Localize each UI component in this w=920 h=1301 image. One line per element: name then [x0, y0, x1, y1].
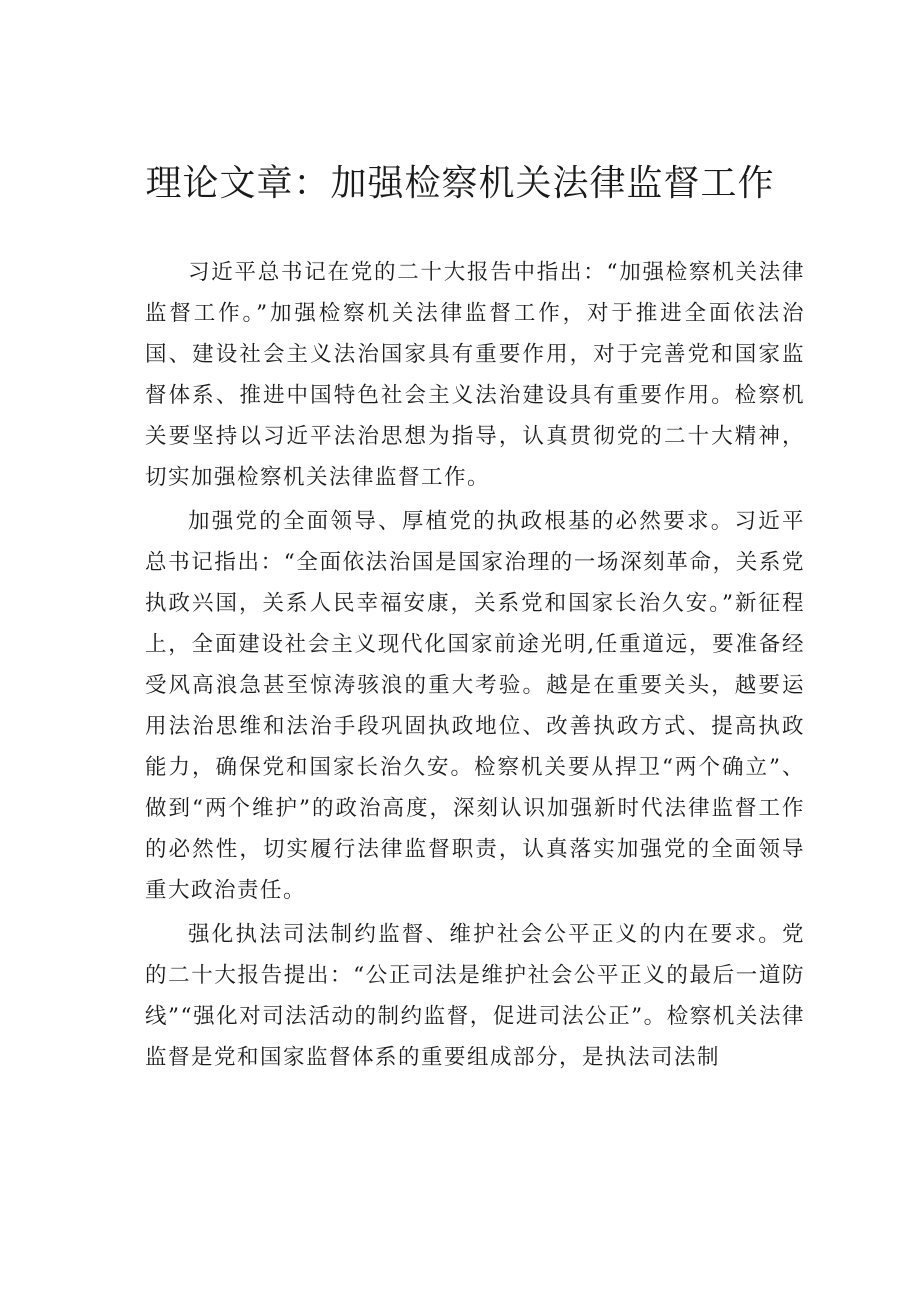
paragraph-2: 加强党的全面领导、厚植党的执政根基的必然要求。习近平总书记指出：“全面依法治国是国家治理的一场深刻革命，关系党执政兴国，关系人民幸福安康，关系党和国家长治久安。”新征程上，全面建设社会主义现代化国家前途光明,任重道远，要准备经受风高浪急甚至惊涛骇浪的重大考验。越是在重要关头，越要运用法治思维和法治手段巩固执政地位、改善执政方式、提高执政能力，确保党和国家长治久安。检察机关要从捍卫“两个确立”、做到“两个维护”的政治高度，深刻认识加强新时代法律监督工作的必然性，切实履行法律监督职责，认真落实加强党的全面领导重大政治责任。 — [145, 509, 805, 903]
document-body — [145, 252, 805, 1081]
paragraph-3: 强化执法司法制约监督、维护社会公平正义的内在要求。党的二十大报告提出：“公正司法是维护社会公平正义的最后一道防线”“强化对司法活动的制约监督，促进司法公正”。检察机关法律监督是党和国家监督体系的重要组成部分，是执法司法制 — [145, 922, 805, 1070]
document-title: 理论文章：加强检察机关法律监督工作 — [145, 163, 775, 204]
paragraph-1: 习近平总书记在党的二十大报告中指出：“加强检察机关法律监督工作。”加强检察机关法律监督工作，对于推进全面依法治国、建设社会主义法治国家具有重要作用，对于完善党和国家监督体系、推进中国特色社会主义法治建设具有重要作用。检察机关要坚持以习近平法治思想为指导，认真贯彻党的二十大精神，切实加强检察机关法律监督工作。 — [145, 260, 805, 490]
